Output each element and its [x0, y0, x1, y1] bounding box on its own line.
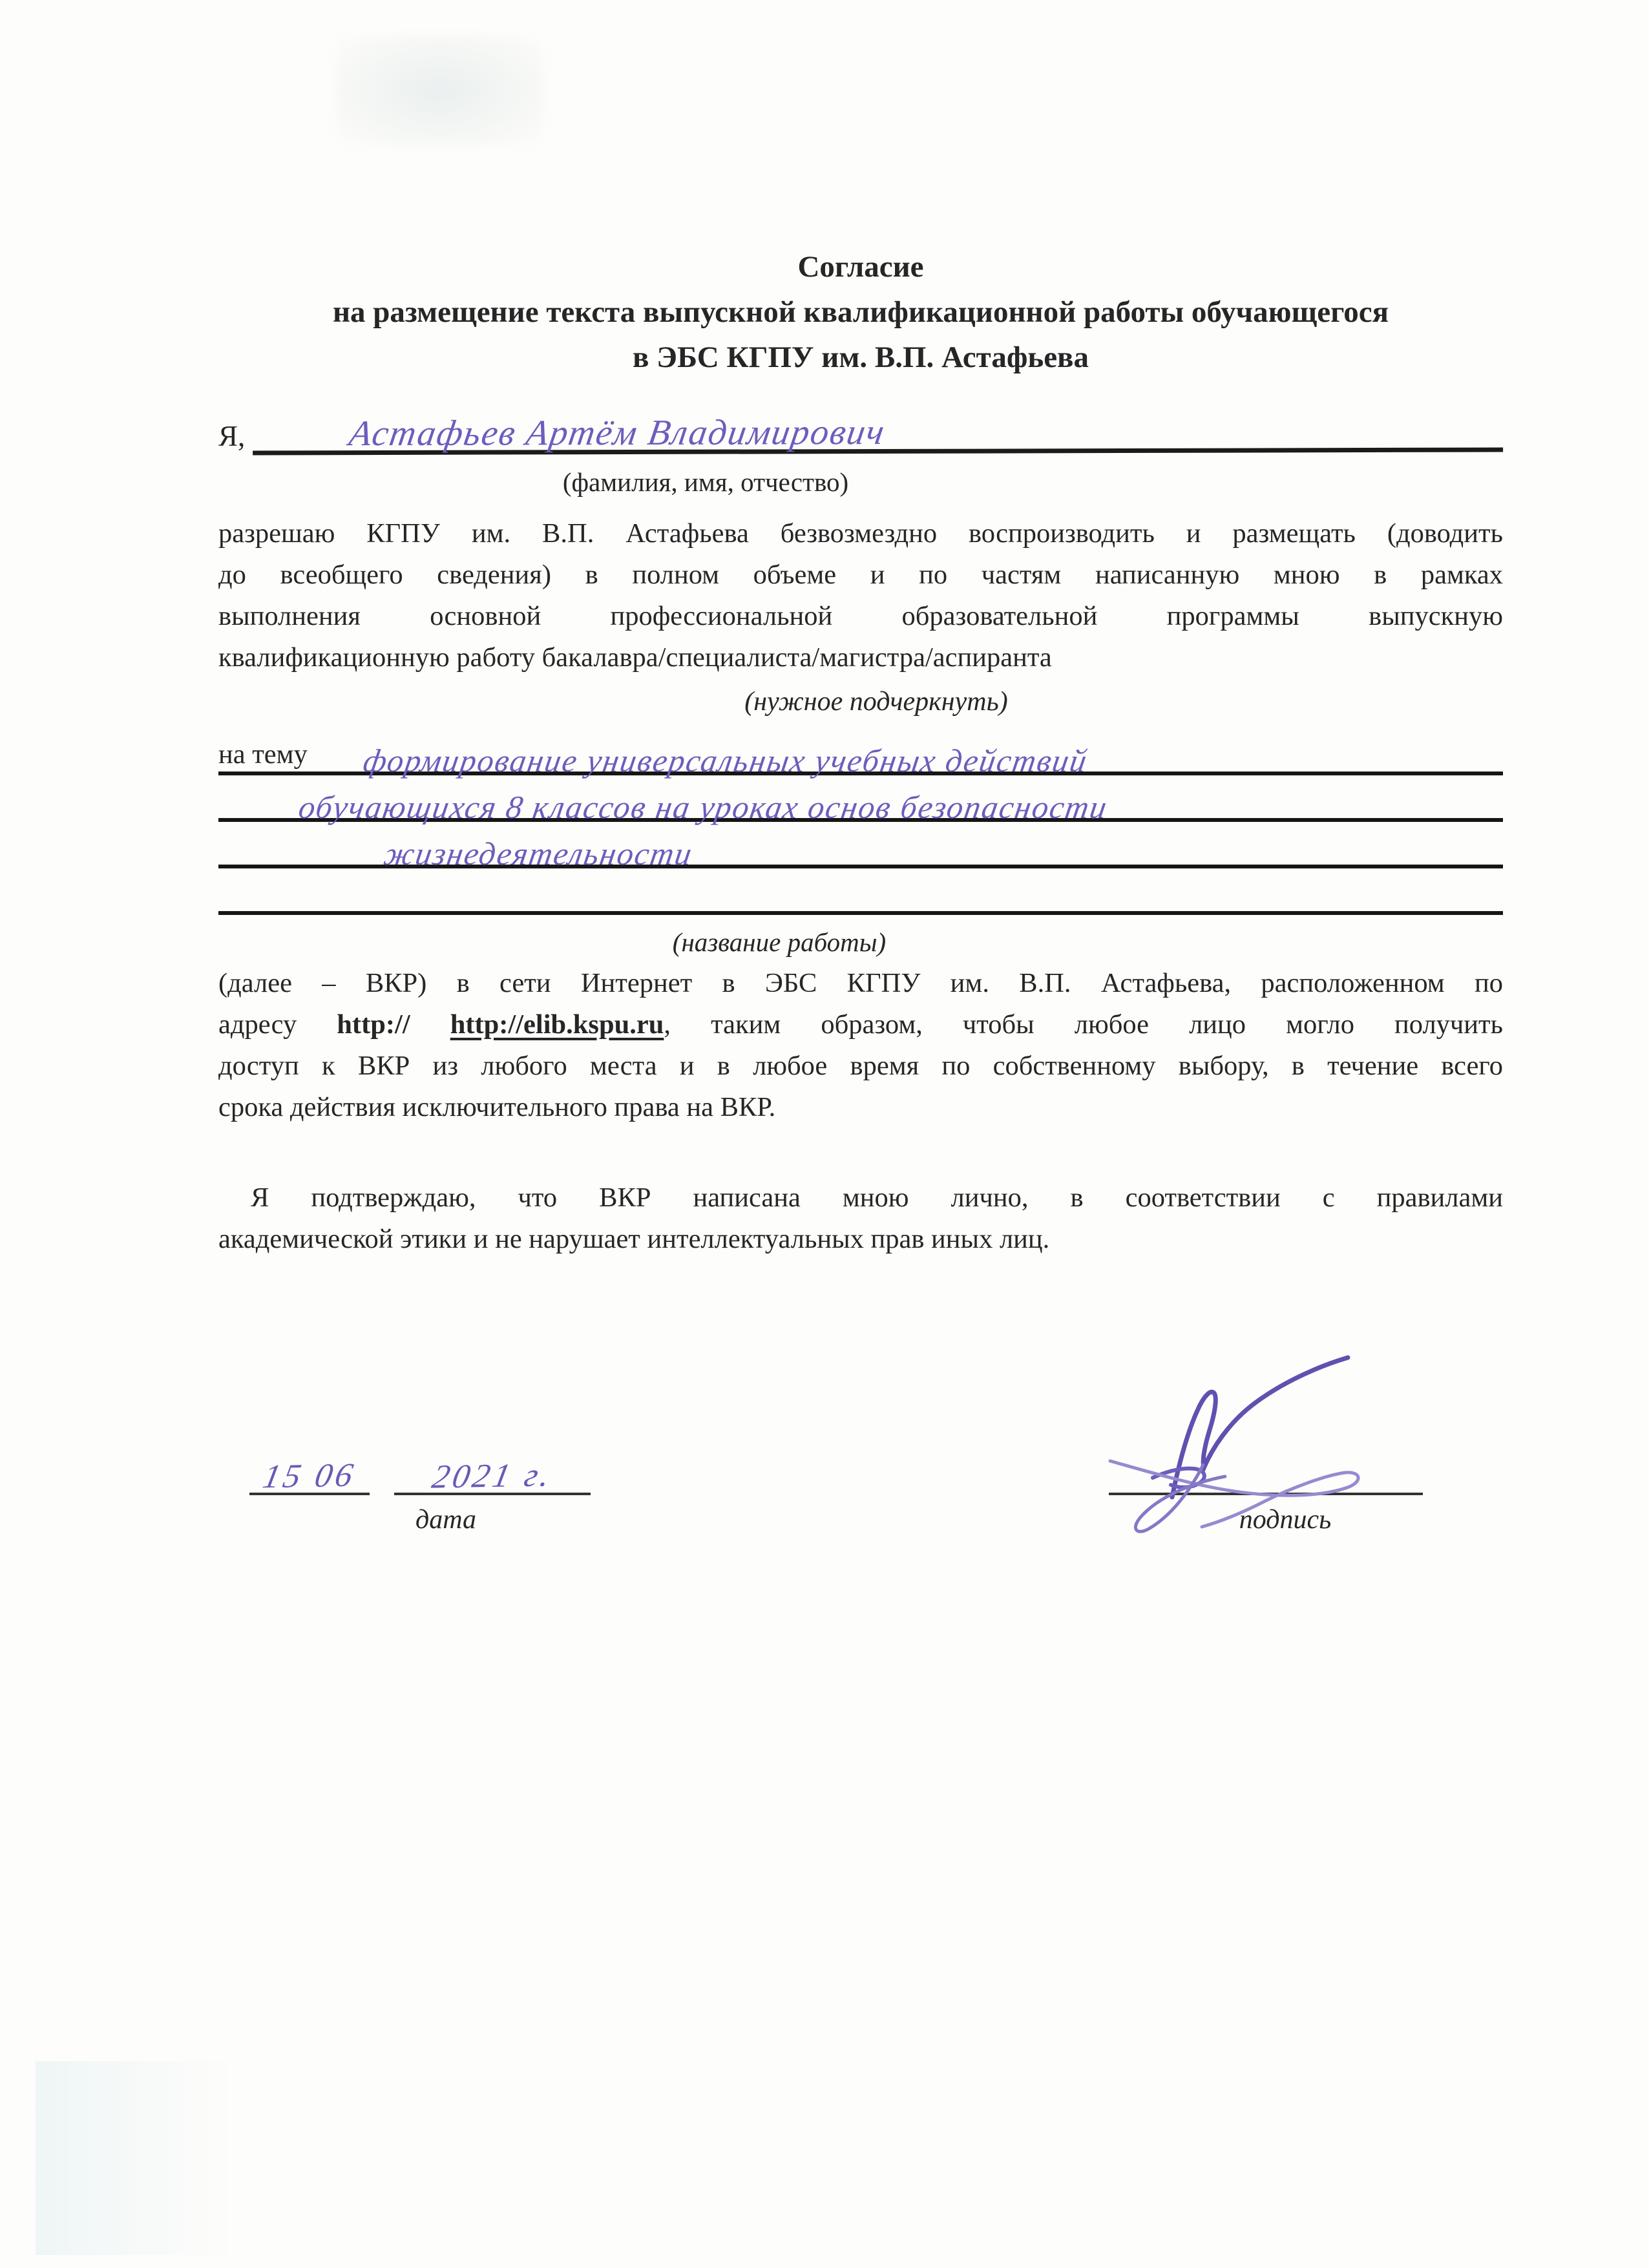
- date-block: [249, 1415, 591, 1539]
- theme-line-2: [218, 775, 1503, 825]
- paragraph-line: квалификационную работу бакалавра/специалиста/магистра/аспиранта: [218, 642, 1052, 673]
- paragraph-access: [218, 963, 1503, 1128]
- scan-edge-tint: [36, 2061, 233, 2255]
- underline-note: (нужное подчеркнуть): [744, 687, 1008, 717]
- fio-caption: (фамилия, имя, отчество): [562, 467, 849, 497]
- elib-url: http://elib.kspu.ru: [450, 1009, 664, 1040]
- theme-line-1: [218, 728, 1503, 779]
- paragraph-line: разрешаю КГПУ им. В.П. Астафьева безвозмездно воспроизводить и размещать (доводить: [218, 518, 1503, 549]
- handwritten-theme-2: обучающихся 8 классов на уроках основ безопасности: [296, 789, 1111, 825]
- paragraph-line: Я подтверждаю, что ВКР написана мною лично, в соответствии с правилами: [251, 1182, 1503, 1213]
- paragraph-line: до всеобщего сведения) в полном объеме и по частям написанную мною в рамках: [218, 560, 1503, 590]
- handwritten-theme-1: формирование универсальных учебных действий: [361, 742, 1091, 779]
- document-title: [218, 244, 1503, 380]
- theme-line-4-empty: [218, 868, 1503, 915]
- paragraph-line-url: [218, 1004, 1503, 1045]
- handwritten-theme-3: жизнедеятельности: [381, 835, 696, 872]
- paragraph-line: срока действия исключительного права на ВКР.: [218, 1092, 776, 1122]
- paragraph-line: доступ к ВКР из любого места и в любое время по собственному выбору, в течение всего: [218, 1051, 1503, 1081]
- work-title-caption: (название работы): [672, 927, 887, 957]
- date-underline-2: [394, 1415, 591, 1495]
- title-line-3: в ЭБС КГПУ им. В.П. Астафьева: [633, 341, 1089, 374]
- ya-label: Я,: [218, 420, 246, 452]
- theme-line-3: [218, 822, 1503, 872]
- url-line-prefix: адресу: [218, 1009, 297, 1040]
- paragraph-line: академической этики и не нарушает интеллектуальных прав иных лиц.: [218, 1224, 1050, 1254]
- scan-smudge: [336, 36, 543, 145]
- theme-label: на тему: [218, 739, 308, 770]
- paragraph-permission: [218, 513, 1503, 678]
- handwritten-date-daymonth: 15 06: [260, 1456, 359, 1496]
- url-scheme-text: http://: [337, 1009, 410, 1040]
- paragraph-line: выполнения основной профессиональной образовательной программы выпускную: [218, 601, 1503, 631]
- url-line-suffix: , таким образом, чтобы любое лицо могло получить: [664, 1009, 1503, 1040]
- title-line-1: Согласие: [797, 250, 924, 284]
- name-row: [218, 399, 1503, 454]
- name-underline: [253, 393, 1503, 455]
- paragraph-confirmation: [218, 1177, 1503, 1260]
- title-line-2: на размещение текста выпускной квалификационной работы обучающегося: [332, 295, 1389, 329]
- signature-underline: [1109, 1415, 1423, 1495]
- paragraph-line: (далее – ВКР) в сети Интернет в ЭБС КГПУ им. В.П. Астафьева, расположенном по: [218, 968, 1503, 998]
- signature-block: [1109, 1415, 1423, 1539]
- date-underline-1: [249, 1415, 370, 1495]
- handwritten-full-name: Астафьев Артём Владимирович: [346, 412, 888, 454]
- date-signature-row: [218, 1415, 1503, 1539]
- date-caption: дата: [415, 1505, 477, 1535]
- handwritten-date-year: 2021 г.: [428, 1456, 556, 1496]
- signature-caption: подпись: [1239, 1505, 1332, 1535]
- document-content: [218, 244, 1503, 1539]
- date-underlines: [249, 1415, 591, 1495]
